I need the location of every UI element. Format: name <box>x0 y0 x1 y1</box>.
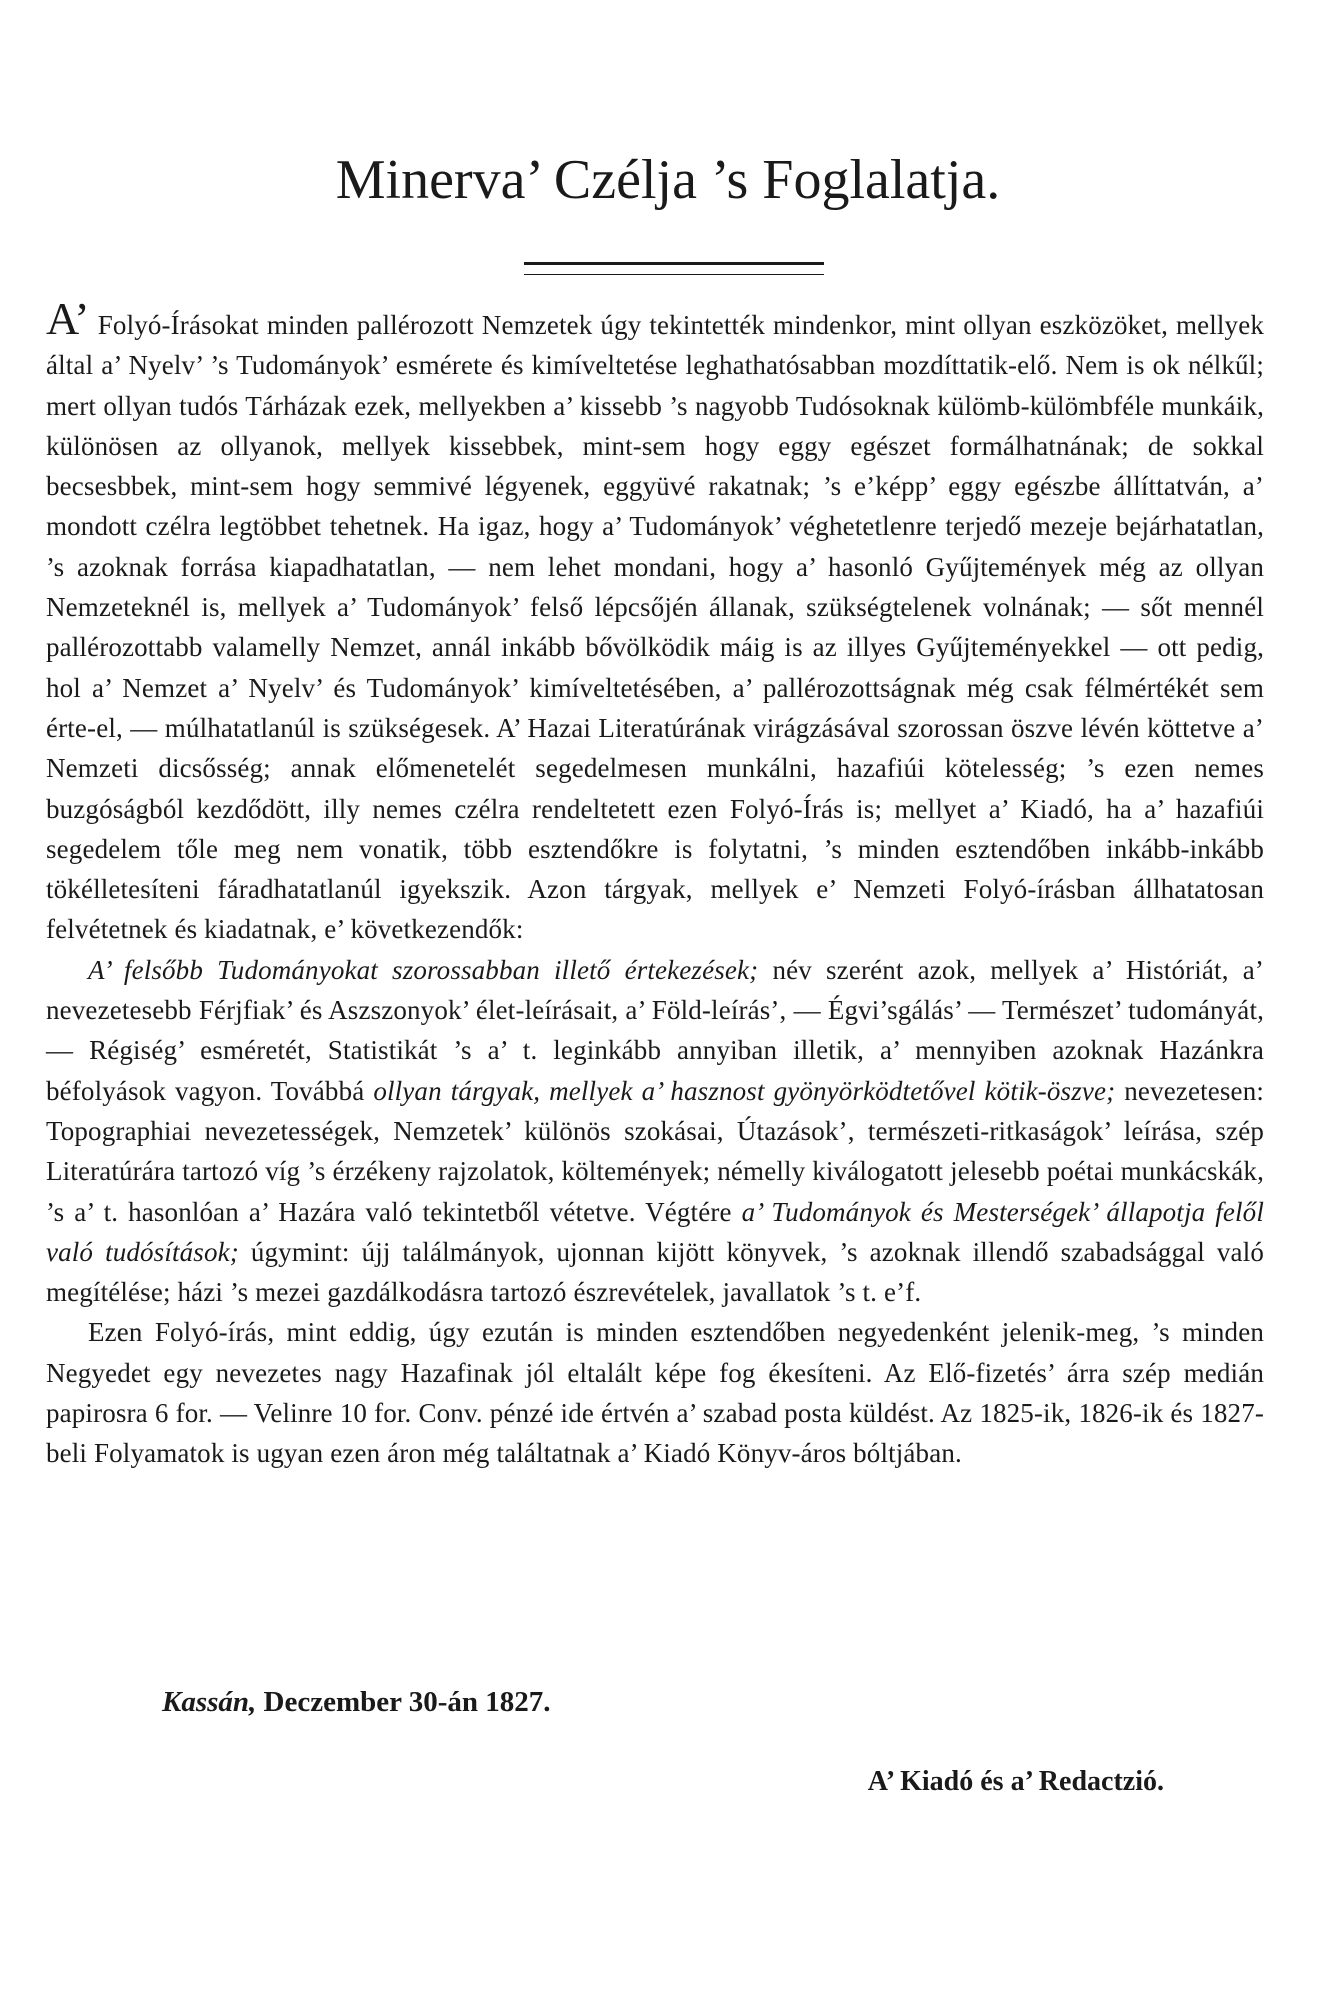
paragraph-introduction-text: Folyó-Írásokat minden pallérozott Nemzetek úgy tekintették mindenkor, mint ollyan eszközöket, mellyek által a’ Nyelv’ ’s Tudományok’ esmérete és kimíveltetése leghathatósabban mozdíttatik-elő. Nem is ok nélkűl; mert ollyan tudós Tárházak ezek, mellyekben a’ kissebb ’s nagyobb Tudósoknak külömb-külömbféle munkáik, különösen az ollyanok, mellyek kissebbek, mint-sem hogy eggy egészet formálhatnának; de sokkal becsesbbek, mint-sem hogy semmivé légyenek, eggyüvé rakatnak; ’s e’képp’ eggy egészbe állíttatván, a’ mondott czélra legtöbbet tehetnek. Ha igaz, hogy a’ Tudományok’ véghetetlenre terjedő mezeje bejárhatatlan, ’s azoknak forrása kiapadhatatlan, — nem lehet mondani, hogy a’ hasonló Gyűjtemények még az ollyan Nemzeteknél is, mellyek a’ Tudományok’ felső lépcsőjén állanak, szükségtelenek volnának; — sőt mennél pallérozottabb valamelly Nemzet, annál inkább bővölködik máig is az illyes Gyűjteményekkel — ott pedig, hol a’ Nemzet a’ Nyelv’ és Tudományok’ kimíveltetésében, a’ pallérozottságnak még csak félmértékét sem érte-el, — múlhatatlanúl is szükségesek. A’ Hazai Literatúrának virágzásával szorossan öszve lévén köttetve a’ Nemzeti dicsősség; annak előmenetelét segedelmesen munkálni, hazafiúi kötelesség; ’s ezen nemes buzgóságból kezdődött, illy nemes czélra rendeltetett ezen Folyó-Írás is; mellyet a’ Kiadó, ha a’ hazafiúi segedelem tőle meg nem vonatik, több esztendőkre is folytatni, ’s minden esztendőben inkább-inkább tökélletesíteni fáradhatatlanúl igyekszik. Azon tárgyak, mellyek e’ Nemzeti Folyó-írásban állhatatosan felvétetnek és kiadatnak, e’ következendők: <box>46 310 1264 945</box>
topic-heading-sciences: A’ felsőbb Tudományokat szorossabban illető értekezések; <box>88 954 759 985</box>
dateline-date: Deczember 30-án 1827. <box>263 1686 551 1718</box>
topic-text-sciences: név szerént azok, mellyek a’ Históriát, a’ nevezetesebb Férjfiak’ és Aszszonyok’ élet-leírásait, a’ Föld-leírás’, — Égvi’sgálás’ — Természet’ tudományát, — Régiség’ esméretét, Statistikát ’s a’ t. leginkább annyiban illetik, a’ mennyiben azoknak Hazánkra béfolyások vagyon. Továbbá <box>46 954 1265 1106</box>
signature: A’ Kiadó és a’ Redactzió. <box>867 1766 1164 1797</box>
topic-text-news: úgymint: újj találmányok, ujonnan kijött könyvek, ’s azoknak illendő szabadsággal való megítélése; házi ’s mezei gazdálkodásra tartozó észrevételek, javallatok ’s t. e’f. <box>46 1236 1264 1308</box>
main-text <box>46 293 1265 1474</box>
topic-heading-entertaining: ollyan tárgyak, mellyek a’ hasznost gyönyörködtetővel kötik-öszve; <box>373 1075 1116 1106</box>
paragraph-subscription <box>46 1312 1264 1473</box>
paragraph-topics <box>46 950 1264 1313</box>
page-title: Minerva’ Czélja ’s Foglalatja. <box>335 149 1001 211</box>
dateline-place: Kassán, <box>162 1686 257 1718</box>
paragraph-introduction <box>46 293 1264 950</box>
topic-heading-news: a’ Tudományok és Mesterségek’ állapotja felől való tudósítások; <box>46 1196 1264 1267</box>
title-divider <box>524 262 824 275</box>
dateline <box>162 1686 551 1719</box>
topic-text-entertaining: nevezetesen: Topographiai nevezetességek, Nemzetek’ különös szokásai, Útazások’, természeti-ritkaságok’ leírása, szép Literatúrára tartozó víg ’s érzékeny rajzolatok, költemények; némelly kiválogatott jelesebb poétai munkácskák, ’s a’ t. hasonlóan a’ Hazára való tekintetből vétetve. Végtére <box>46 1075 1264 1227</box>
paragraph-subscription-text: Ezen Folyó-írás, mint eddig, úgy ezután is minden esztendőben negyedenként jelenik-meg, ’s minden Negyedet egy nevezetes nagy Hazafinak jól eltalált képe fog ékesíteni. Az Elő-fizetés’ árra szép medián papirosra 6 for. — Velinre 10 for. Conv. pénzé ide értvén a’ szabad posta küldést. Az 1825-ik, 1826-ik és 1827-beli Folyamatok is ugyan ezen áron még találtatnak a’ Kiadó Könyv-áros bóltjában. <box>46 1317 1264 1469</box>
drop-cap: A’ <box>46 293 90 344</box>
